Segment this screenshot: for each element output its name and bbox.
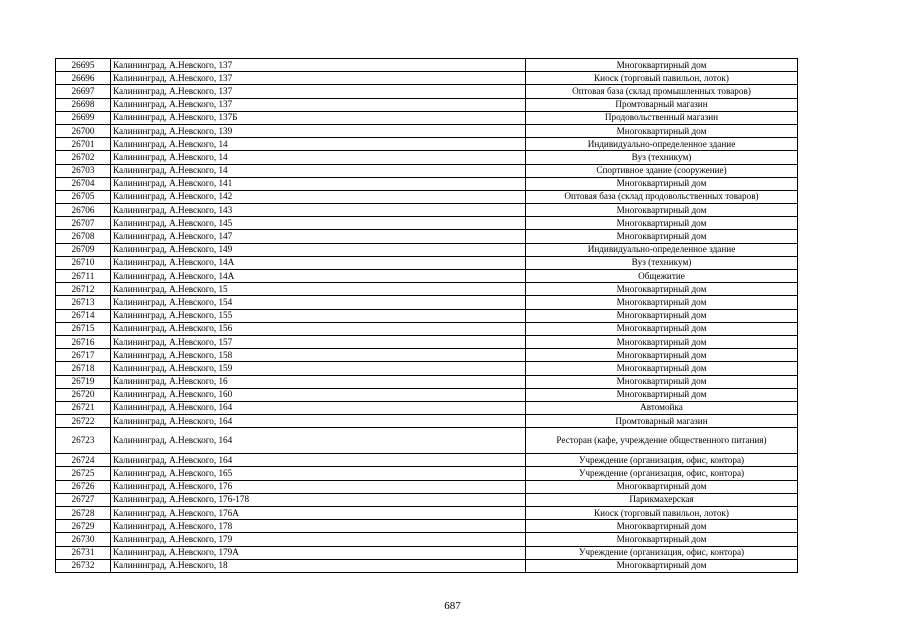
building-type-cell: Вуз (техникум) <box>526 151 798 164</box>
record-id-cell: 26711 <box>56 270 111 283</box>
property-registry-table <box>55 58 798 573</box>
table-row <box>56 256 798 269</box>
table-row <box>56 388 798 401</box>
record-id-cell: 26707 <box>56 217 111 230</box>
building-type-cell: Киоск (торговый павильон, лоток) <box>526 72 798 85</box>
address-cell: Калининград, А.Невского, 137Б <box>111 111 526 124</box>
table-row <box>56 454 798 467</box>
table-row <box>56 85 798 98</box>
address-cell: Калининград, А.Невского, 14 <box>111 151 526 164</box>
building-type-cell: Многоквартирный дом <box>526 230 798 243</box>
table-row <box>56 480 798 493</box>
address-cell: Калининград, А.Невского, 158 <box>111 349 526 362</box>
address-cell: Калининград, А.Невского, 164 <box>111 454 526 467</box>
building-type-cell: Многоквартирный дом <box>526 388 798 401</box>
record-id-cell: 26714 <box>56 309 111 322</box>
address-cell: Калининград, А.Невского, 147 <box>111 230 526 243</box>
building-type-cell: Многоквартирный дом <box>526 283 798 296</box>
record-id-cell: 26695 <box>56 59 111 72</box>
address-cell: Калининград, А.Невского, 157 <box>111 335 526 348</box>
address-cell: Калининград, А.Невского, 165 <box>111 467 526 480</box>
building-type-cell: Продовольственный магазин <box>526 111 798 124</box>
building-type-cell: Многоквартирный дом <box>526 349 798 362</box>
table-row <box>56 467 798 480</box>
record-id-cell: 26715 <box>56 322 111 335</box>
address-cell: Калининград, А.Невского, 159 <box>111 362 526 375</box>
table-row <box>56 559 798 572</box>
table-row <box>56 546 798 559</box>
table-row <box>56 177 798 190</box>
table-row <box>56 217 798 230</box>
page-number: 687 <box>444 600 461 612</box>
table-row <box>56 59 798 72</box>
address-cell: Калининград, А.Невского, 137 <box>111 72 526 85</box>
address-cell: Калининград, А.Невского, 14 <box>111 164 526 177</box>
table-row <box>56 507 798 520</box>
record-id-cell: 26697 <box>56 85 111 98</box>
address-cell: Калининград, А.Невского, 164 <box>111 428 526 454</box>
table-row <box>56 151 798 164</box>
record-id-cell: 26698 <box>56 98 111 111</box>
table-row <box>56 335 798 348</box>
address-cell: Калининград, А.Невского, 143 <box>111 204 526 217</box>
building-type-cell: Общежитие <box>526 270 798 283</box>
building-type-cell: Многоквартирный дом <box>526 335 798 348</box>
address-cell: Калининград, А.Невского, 164 <box>111 415 526 428</box>
record-id-cell: 26699 <box>56 111 111 124</box>
address-cell: Калининград, А.Невского, 155 <box>111 309 526 322</box>
record-id-cell: 26703 <box>56 164 111 177</box>
address-cell: Калининград, А.Невского, 18 <box>111 559 526 572</box>
record-id-cell: 26720 <box>56 388 111 401</box>
table-row <box>56 401 798 414</box>
address-cell: Калининград, А.Невского, 176 <box>111 480 526 493</box>
address-cell: Калининград, А.Невского, 176А <box>111 507 526 520</box>
table-row <box>56 190 798 203</box>
building-type-cell: Многоквартирный дом <box>526 559 798 572</box>
building-type-cell: Промтоварный магазин <box>526 415 798 428</box>
record-id-cell: 26706 <box>56 204 111 217</box>
address-cell: Калининград, А.Невского, 14А <box>111 270 526 283</box>
building-type-cell: Многоквартирный дом <box>526 204 798 217</box>
record-id-cell: 26701 <box>56 138 111 151</box>
record-id-cell: 26722 <box>56 415 111 428</box>
address-cell: Калининград, А.Невского, 179А <box>111 546 526 559</box>
building-type-cell: Оптовая база (склад промышленных товаров) <box>526 85 798 98</box>
table-row <box>56 533 798 546</box>
record-id-cell: 26721 <box>56 401 111 414</box>
address-cell: Калининград, А.Невского, 137 <box>111 98 526 111</box>
record-id-cell: 26709 <box>56 243 111 256</box>
building-type-cell: Многоквартирный дом <box>526 309 798 322</box>
record-id-cell: 26712 <box>56 283 111 296</box>
address-cell: Калининград, А.Невского, 14 <box>111 138 526 151</box>
address-cell: Калининград, А.Невского, 156 <box>111 322 526 335</box>
address-cell: Калининград, А.Невского, 142 <box>111 190 526 203</box>
address-cell: Калининград, А.Невского, 15 <box>111 283 526 296</box>
table-row <box>56 124 798 137</box>
address-cell: Калининград, А.Невского, 137 <box>111 85 526 98</box>
address-cell: Калининград, А.Невского, 139 <box>111 124 526 137</box>
record-id-cell: 26710 <box>56 256 111 269</box>
address-cell: Калининград, А.Невского, 154 <box>111 296 526 309</box>
table-row <box>56 415 798 428</box>
building-type-cell: Многоквартирный дом <box>526 59 798 72</box>
building-type-cell: Многоквартирный дом <box>526 375 798 388</box>
building-type-cell: Парикмахерская <box>526 493 798 506</box>
address-cell: Калининград, А.Невского, 137 <box>111 59 526 72</box>
building-type-cell: Учреждение (организация, офис, контора) <box>526 546 798 559</box>
record-id-cell: 26717 <box>56 349 111 362</box>
record-id-cell: 26696 <box>56 72 111 85</box>
building-type-cell: Индивидуально-определенное здание <box>526 138 798 151</box>
address-cell: Калининград, А.Невского, 16 <box>111 375 526 388</box>
table-row <box>56 520 798 533</box>
building-type-cell: Многоквартирный дом <box>526 322 798 335</box>
record-id-cell: 26728 <box>56 507 111 520</box>
record-id-cell: 26705 <box>56 190 111 203</box>
record-id-cell: 26726 <box>56 480 111 493</box>
building-type-cell: Многоквартирный дом <box>526 296 798 309</box>
address-cell: Калининград, А.Невского, 164 <box>111 401 526 414</box>
record-id-cell: 26700 <box>56 124 111 137</box>
record-id-cell: 26723 <box>56 428 111 454</box>
building-type-cell: Многоквартирный дом <box>526 177 798 190</box>
table-row <box>56 230 798 243</box>
address-cell: Калининград, А.Невского, 145 <box>111 217 526 230</box>
building-type-cell: Автомойка <box>526 401 798 414</box>
table-row <box>56 375 798 388</box>
record-id-cell: 26727 <box>56 493 111 506</box>
building-type-cell: Многоквартирный дом <box>526 520 798 533</box>
record-id-cell: 26718 <box>56 362 111 375</box>
record-id-cell: 26719 <box>56 375 111 388</box>
building-type-cell: Многоквартирный дом <box>526 217 798 230</box>
building-type-cell: Вуз (техникум) <box>526 256 798 269</box>
record-id-cell: 26702 <box>56 151 111 164</box>
record-id-cell: 26725 <box>56 467 111 480</box>
record-id-cell: 26716 <box>56 335 111 348</box>
record-id-cell: 26729 <box>56 520 111 533</box>
table-row <box>56 98 798 111</box>
building-type-cell: Оптовая база (склад продовольственных товаров) <box>526 190 798 203</box>
record-id-cell: 26713 <box>56 296 111 309</box>
table-row <box>56 283 798 296</box>
table-row <box>56 362 798 375</box>
table-row <box>56 296 798 309</box>
table-row <box>56 204 798 217</box>
building-type-cell: Учреждение (организация, офис, контора) <box>526 454 798 467</box>
building-type-cell: Многоквартирный дом <box>526 480 798 493</box>
building-type-cell: Спортивное здание (сооружение) <box>526 164 798 177</box>
address-cell: Калининград, А.Невского, 178 <box>111 520 526 533</box>
building-type-cell: Индивидуально-определенное здание <box>526 243 798 256</box>
building-type-cell: Многоквартирный дом <box>526 124 798 137</box>
table-row <box>56 270 798 283</box>
address-cell: Калининград, А.Невского, 14А <box>111 256 526 269</box>
record-id-cell: 26708 <box>56 230 111 243</box>
building-type-cell: Многоквартирный дом <box>526 362 798 375</box>
table-row <box>56 164 798 177</box>
record-id-cell: 26731 <box>56 546 111 559</box>
address-cell: Калининград, А.Невского, 149 <box>111 243 526 256</box>
address-cell: Калининград, А.Невского, 179 <box>111 533 526 546</box>
table-row <box>56 349 798 362</box>
building-type-cell: Киоск (торговый павильон, лоток) <box>526 507 798 520</box>
table-row <box>56 309 798 322</box>
building-type-cell: Учреждение (организация, офис, контора) <box>526 467 798 480</box>
building-type-cell: Ресторан (кафе, учреждение общественного питания) <box>526 428 798 454</box>
address-cell: Калининград, А.Невского, 141 <box>111 177 526 190</box>
address-cell: Калининград, А.Невского, 176-178 <box>111 493 526 506</box>
table-row <box>56 322 798 335</box>
registry-table-body <box>56 59 798 573</box>
building-type-cell: Многоквартирный дом <box>526 533 798 546</box>
table-row <box>56 493 798 506</box>
building-type-cell: Промтоварный магазин <box>526 98 798 111</box>
record-id-cell: 26704 <box>56 177 111 190</box>
record-id-cell: 26724 <box>56 454 111 467</box>
table-row <box>56 72 798 85</box>
table-row <box>56 111 798 124</box>
table-row <box>56 138 798 151</box>
record-id-cell: 26730 <box>56 533 111 546</box>
address-cell: Калининград, А.Невского, 160 <box>111 388 526 401</box>
table-row <box>56 428 798 454</box>
table-row <box>56 243 798 256</box>
record-id-cell: 26732 <box>56 559 111 572</box>
